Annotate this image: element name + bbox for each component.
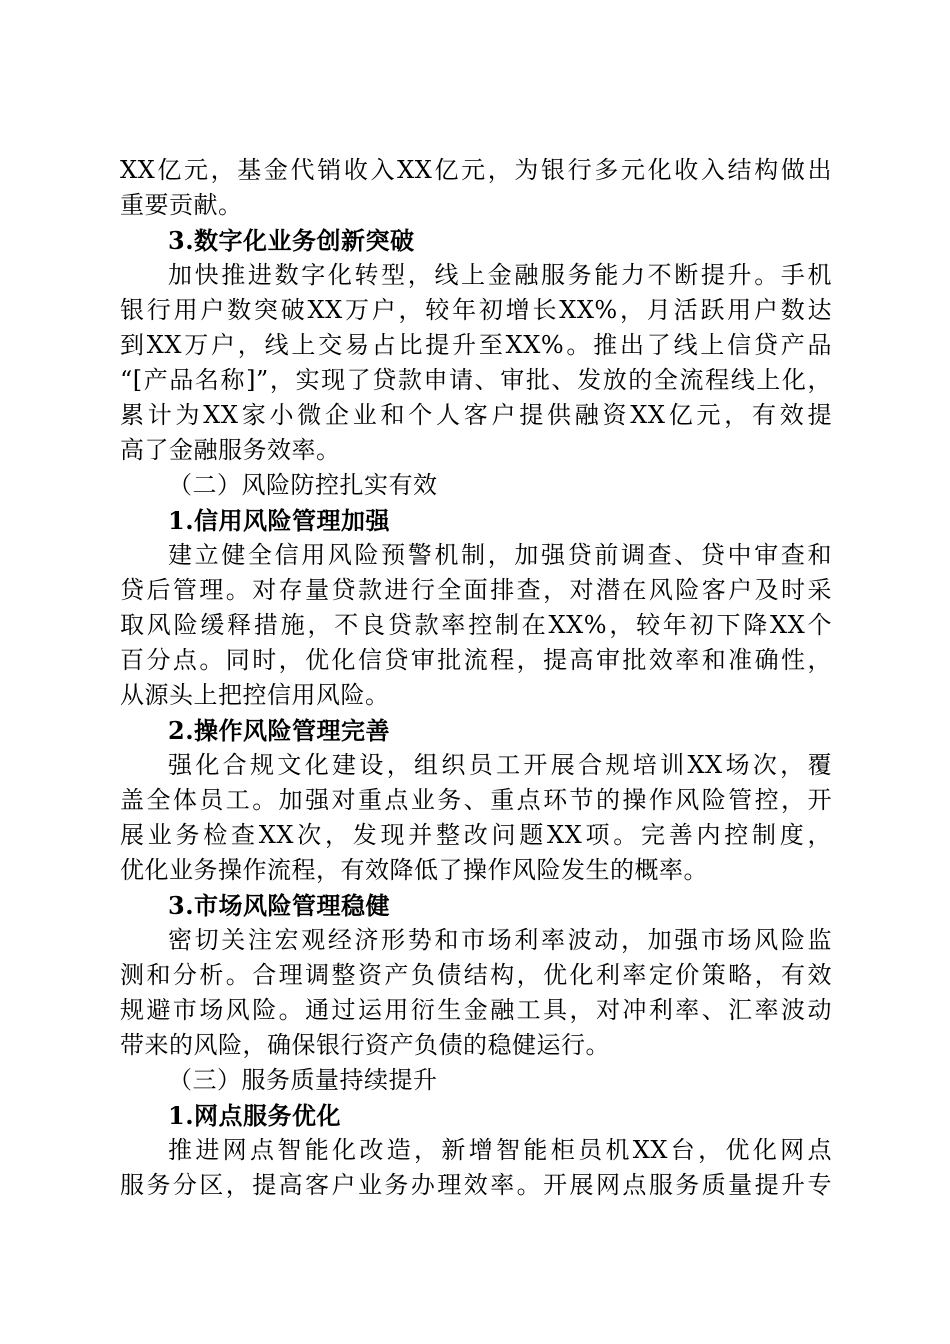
- section-heading: 1.信用风险管理加强: [168, 506, 391, 535]
- paragraph-line: 服务分区，提高客户业务办理效率。开展网点服务质量提升专: [120, 1171, 832, 1199]
- paragraph-line: 高了金融服务效率。: [120, 436, 341, 464]
- paragraph-line: 密切关注宏观经济形势和市场利率波动，加强市场风险监: [168, 926, 832, 954]
- section-heading: 2.操作风险管理完善: [168, 716, 391, 745]
- paragraph-line: 规避市场风险。通过运用衍生金融工具，对冲利率、汇率波动: [120, 996, 832, 1024]
- paragraph-line: 银行用户数突破XX万户，较年初增长XX%，月活跃用户数达: [120, 296, 832, 324]
- paragraph-line: 盖全体员工。加强对重点业务、重点环节的操作风险管控，开: [120, 786, 832, 814]
- section-title: （三）服务质量持续提升: [168, 1066, 438, 1094]
- paragraph-line: 强化合规文化建设，组织员工开展合规培训XX场次，覆: [168, 751, 832, 779]
- paragraph-line: 贷后管理。对存量贷款进行全面排查，对潜在风险客户及时采: [120, 576, 832, 604]
- paragraph-line: 加快推进数字化转型，线上金融服务能力不断提升。手机: [168, 261, 832, 289]
- paragraph-line: 到XX万户，线上交易占比提升至XX%。推出了线上信贷产品: [120, 331, 832, 359]
- paragraph-line: 累计为XX家小微企业和个人客户提供融资XX亿元，有效提: [120, 401, 832, 429]
- paragraph-line: 优化业务操作流程，有效降低了操作风险发生的概率。: [120, 856, 708, 884]
- paragraph-line: 从源头上把控信用风险。: [120, 681, 390, 709]
- paragraph-line: 重要贡献。: [120, 191, 243, 219]
- paragraph-line: 推进网点智能化改造，新增智能柜员机XX台，优化网点: [168, 1136, 832, 1164]
- section-title: （二）风险防控扎实有效: [168, 471, 438, 499]
- paragraph-line: 测和分析。合理调整资产负债结构，优化利率定价策略，有效: [120, 961, 832, 989]
- paragraph-line: XX亿元，基金代销收入XX亿元，为银行多元化收入结构做出: [120, 156, 832, 184]
- section-heading: 1.网点服务优化: [168, 1101, 342, 1130]
- paragraph-line: 建立健全信用风险预警机制，加强贷前调查、贷中审查和: [168, 541, 832, 569]
- paragraph-line: 展业务检查XX次，发现并整改问题XX项。完善内控制度，: [120, 821, 832, 849]
- section-heading: 3.数字化业务创新突破: [168, 226, 415, 255]
- paragraph-line: 取风险缓释措施，不良贷款率控制在XX%，较年初下降XX个: [120, 611, 832, 639]
- paragraph-line: “[产品名称]”，实现了贷款申请、审批、发放的全流程线上化，: [120, 366, 832, 394]
- paragraph-line: 带来的风险，确保银行资产负债的稳健运行。: [120, 1031, 610, 1059]
- section-heading: 3.市场风险管理稳健: [168, 891, 391, 920]
- paragraph-line: 百分点。同时，优化信贷审批流程，提高审批效率和准确性，: [120, 646, 832, 674]
